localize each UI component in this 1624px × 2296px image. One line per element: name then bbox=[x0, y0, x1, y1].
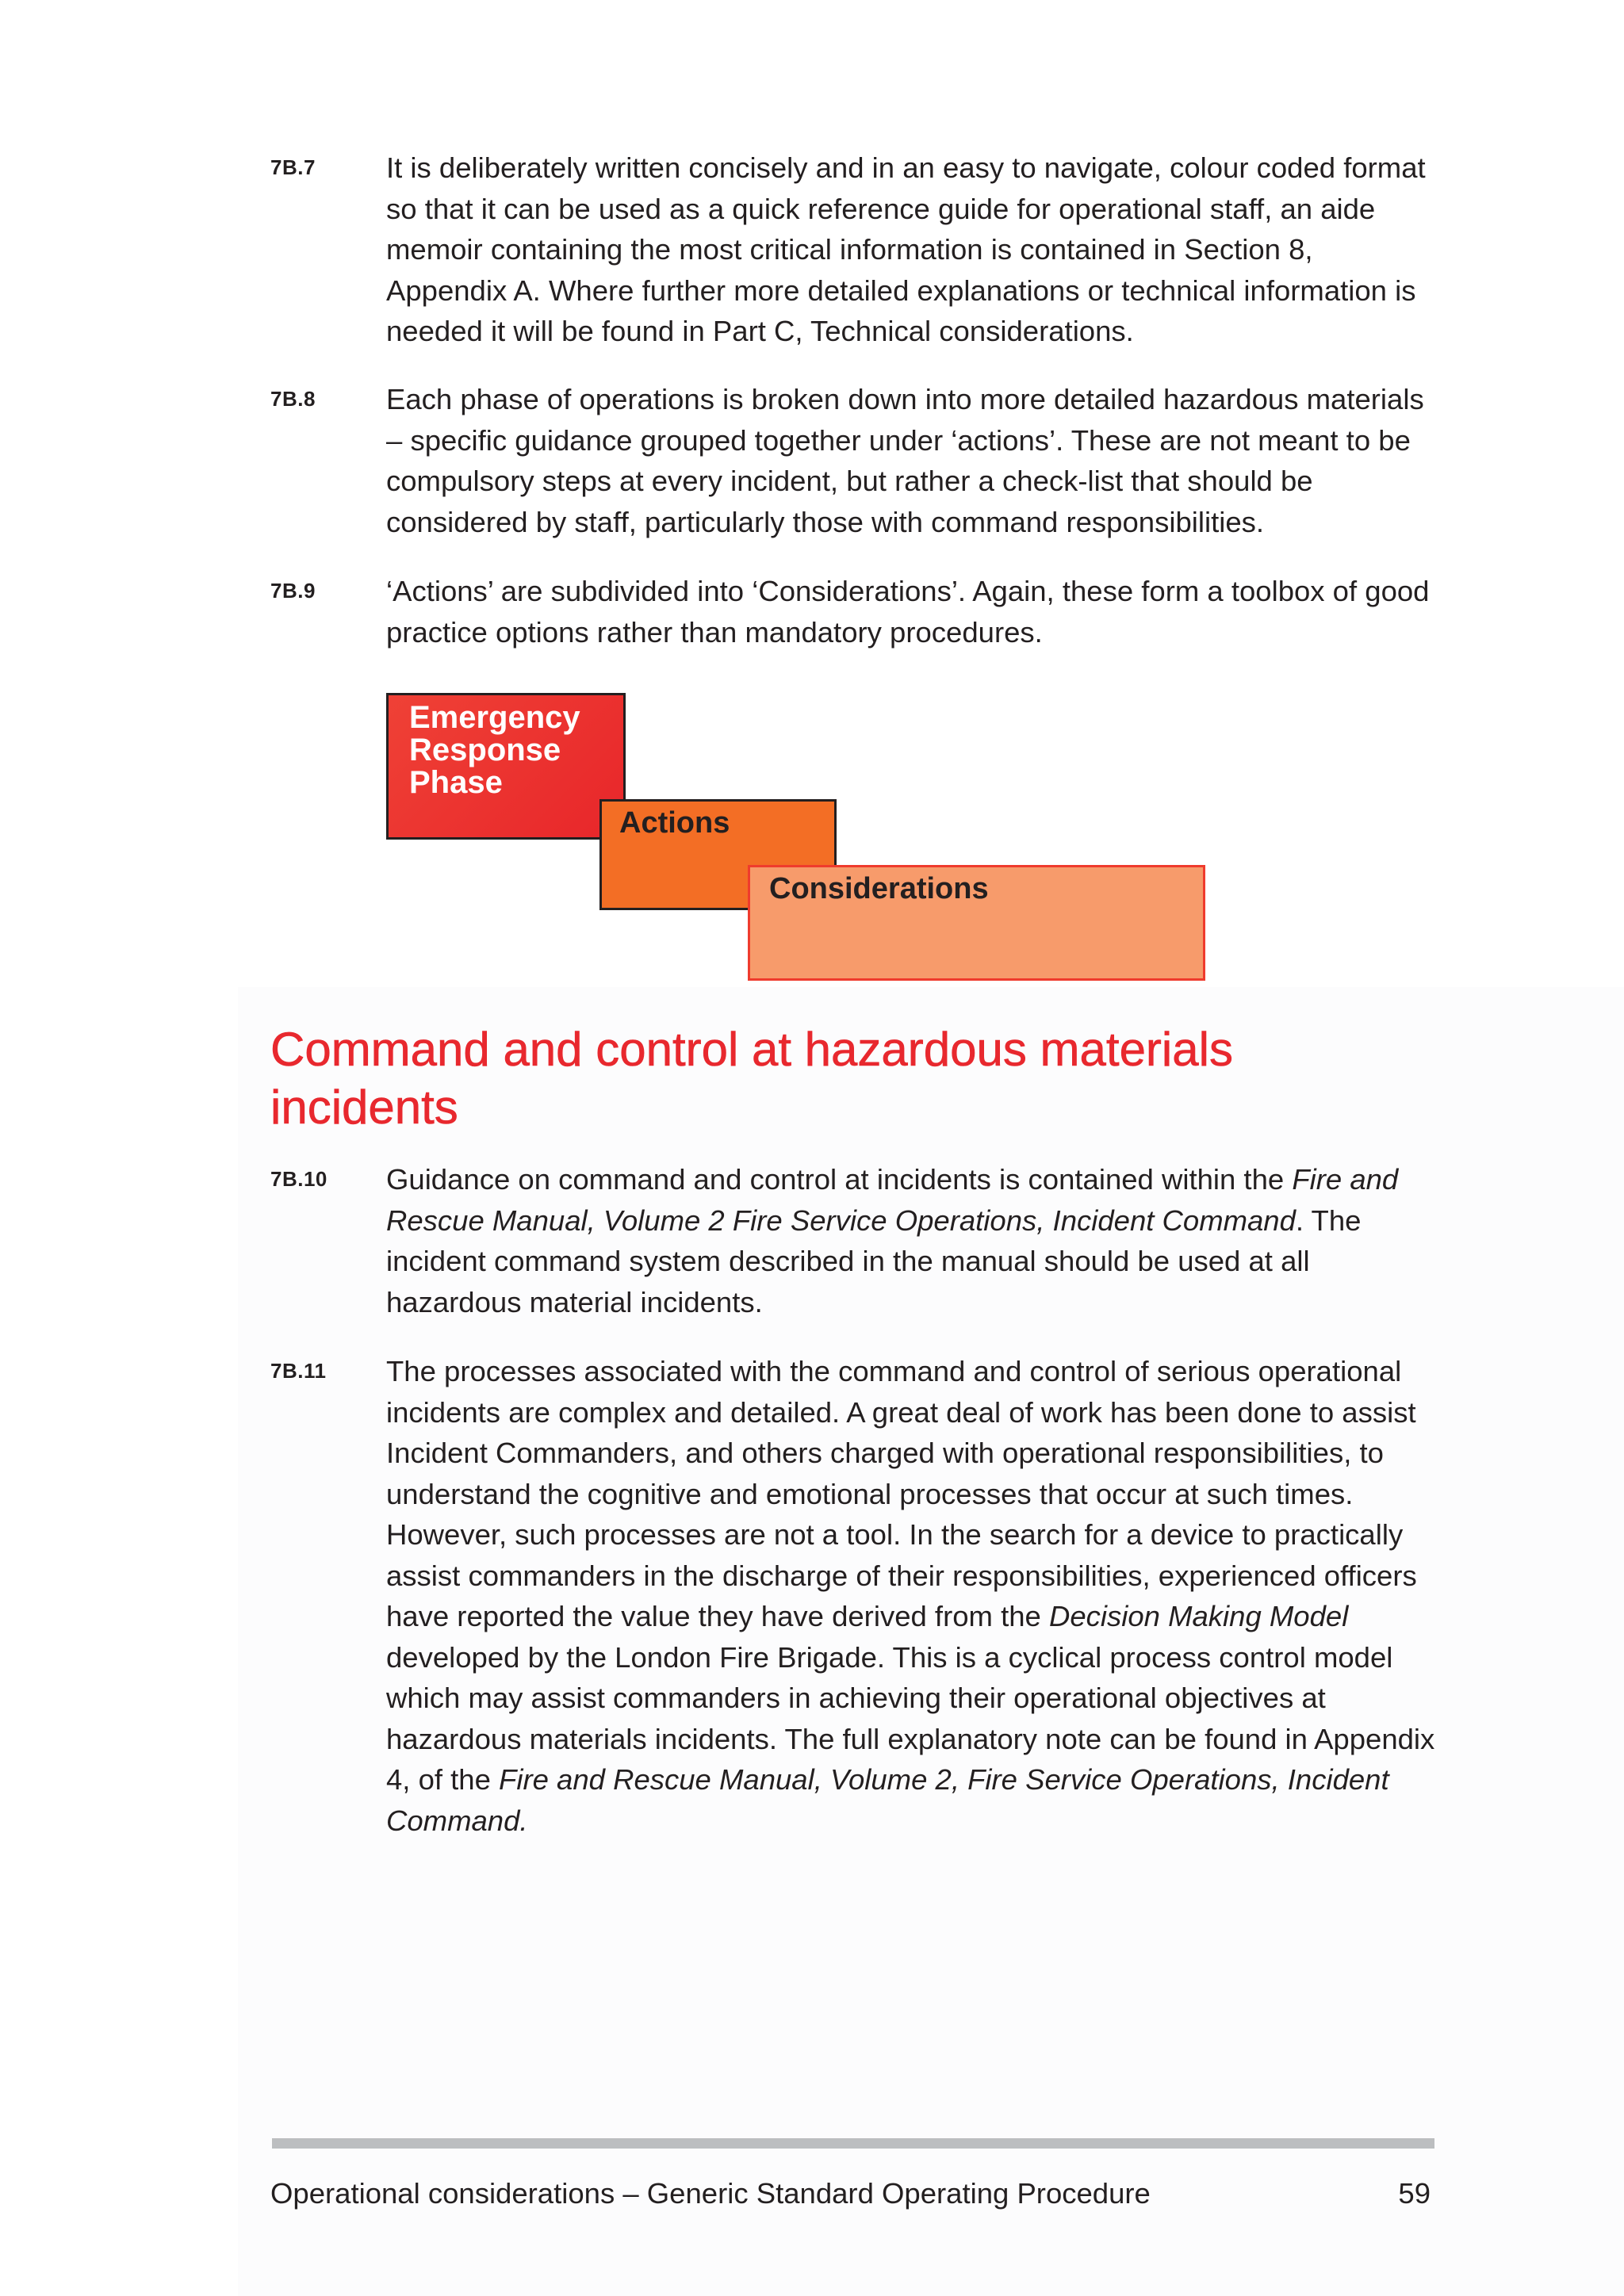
paragraph-number: 7B.11 bbox=[270, 1359, 327, 1383]
paragraph-number: 7B.7 bbox=[270, 155, 316, 179]
paragraph-text: It is deliberately written concisely and in an easy to navigate, colour coded format so that it can be used as a quick reference guide for operational staff, an aide memoir containing the most critical information is contained in Section 8, Appendix A. Where further more detailed explanations or technical information is needed it will be found in Part C, Technical considerations. bbox=[386, 151, 1426, 347]
footer-rule bbox=[272, 2138, 1434, 2149]
phase-label-line2: Response bbox=[409, 733, 561, 767]
phase-label-line3: Phase bbox=[409, 765, 503, 800]
paragraph-7b10 bbox=[270, 1159, 1436, 1322]
text-run: Guidance on command and control at incidents is contained within the bbox=[386, 1163, 1293, 1196]
paragraph-7b9 bbox=[270, 571, 1436, 652]
footer-title: Operational considerations – Generic Standard Operating Procedure bbox=[270, 2177, 1151, 2210]
manual-reference: Fire and Rescue Manual, Volume 2 Fire Service Operations, Incident Command bbox=[386, 1163, 1399, 1237]
section-heading bbox=[270, 1020, 1460, 1136]
text-run: The processes associated with the command and control of serious operational incidents are complex and detailed. A great deal of work has been done to assist Incident Commanders, and others charged with operational responsibilities, to understand the cognitive and emotional processes that occur at such times. However, such processes are not a tool. In the search for a device to practically assist commanders in the discharge of their responsibilities, experienced officers have reported the value they have derived from the bbox=[386, 1355, 1417, 1632]
considerations-box bbox=[748, 865, 1205, 981]
text-run: . The incident command system described in the manual should be used at all hazardous material incidents. bbox=[386, 1203, 1362, 1318]
actions-label: Actions bbox=[619, 806, 730, 840]
paragraph-number: 7B.9 bbox=[270, 579, 316, 603]
page-number: 59 bbox=[1398, 2177, 1431, 2210]
paragraph-7b7 bbox=[270, 147, 1436, 352]
paragraph-number: 7B.10 bbox=[270, 1167, 327, 1191]
heading-line1: Command and control at hazardous materials bbox=[270, 1023, 1233, 1076]
manual-reference: Fire and Rescue Manual, Volume 2, Fire Service Operations, Incident Command. bbox=[386, 1763, 1389, 1837]
text-run: developed by the London Fire Brigade. This is a cyclical process control model which may assist commanders in achieving their operational objectives at hazardous materials incidents. The full explanatory note can be found in Appendix 4, of the bbox=[386, 1640, 1435, 1796]
phase-label-line1: Emergency bbox=[409, 700, 580, 735]
paragraph-text bbox=[386, 1351, 1436, 1841]
model-reference: Decision Making Model bbox=[1048, 1600, 1349, 1632]
paragraph-text bbox=[386, 1159, 1436, 1322]
paragraph-7b8 bbox=[270, 379, 1436, 542]
considerations-label: Considerations bbox=[769, 872, 989, 905]
heading-line2: incidents bbox=[270, 1081, 458, 1134]
paragraph-text: ‘Actions’ are subdivided into ‘Considerations’. Again, these form a toolbox of good practice options rather than mandatory procedures. bbox=[386, 575, 1430, 649]
paragraph-text: Each phase of operations is broken down into more detailed hazardous materials – specific guidance grouped together under ‘actions’. These are not meant to be compulsory steps at every incident, but rather a check-list that should be considered by staff, particularly those with command responsibilities. bbox=[386, 383, 1424, 538]
paragraph-7b11 bbox=[270, 1351, 1436, 1841]
paragraph-number: 7B.8 bbox=[270, 387, 316, 411]
emergency-response-phase-box bbox=[386, 693, 626, 840]
